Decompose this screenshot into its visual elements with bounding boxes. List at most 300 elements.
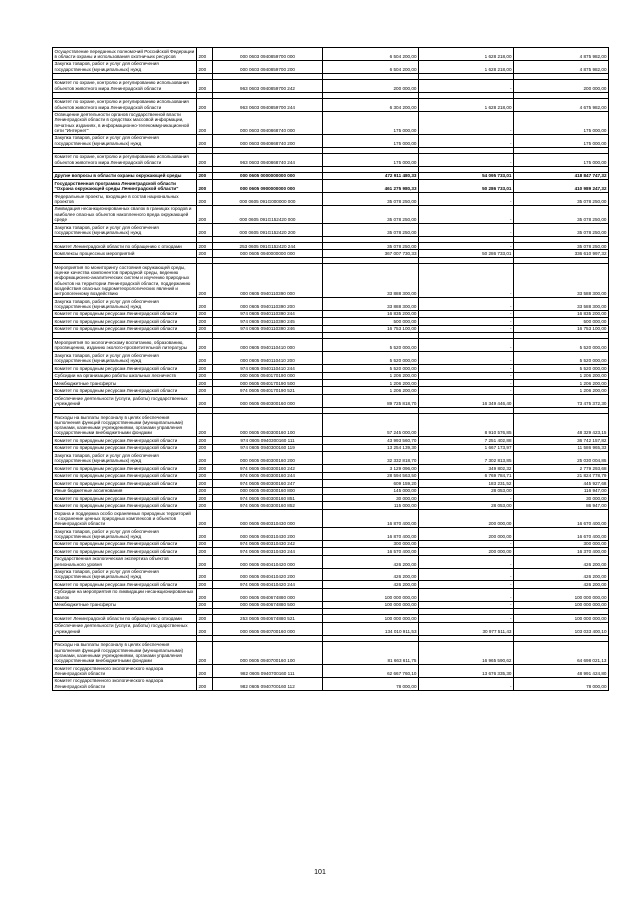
approved-cell: 609 159,20 <box>323 480 419 487</box>
kv-cell: 200 <box>197 413 213 436</box>
approved-cell: 5 520 000,00 <box>323 365 419 372</box>
table-row <box>53 472 609 479</box>
code-cell: 000 0605 0940110410 200 <box>213 352 323 365</box>
kv-cell: 200 <box>197 48 213 61</box>
kv-cell: 200 <box>197 153 213 166</box>
remaining-cell: 30 000,00 <box>514 494 609 501</box>
approved-cell: 145 000,00 <box>323 487 419 494</box>
kv-cell: 200 <box>197 452 213 465</box>
approved-cell: 6 504 200,00 <box>323 48 419 61</box>
code-cell: 963 0603 0940859700 242 <box>213 79 323 92</box>
remaining-cell: 35 078 250,00 <box>514 193 609 206</box>
code-cell: 982 0605 0940700160 111 <box>213 665 323 678</box>
executed-cell: - <box>419 79 514 92</box>
code-cell: 000 0603 0940859700 200 <box>213 60 323 73</box>
name-cell: Мероприятия по экологическому воспитанию, образованию, просвещению, изданию эколого-просветительной литературы <box>53 339 197 352</box>
kv-cell: 200 <box>197 318 213 325</box>
code-cell: 974 0605 0940110410 244 <box>213 365 323 372</box>
kv-cell: 200 <box>197 242 213 249</box>
remaining-cell: 16 370 400,00 <box>514 548 609 555</box>
remaining-cell: 35 078 250,00 <box>514 242 609 249</box>
executed-cell: 13 676 335,30 <box>419 665 514 678</box>
kv-cell: 200 <box>197 60 213 73</box>
code-cell: 974 0605 0940310430 244 <box>213 548 323 555</box>
name-cell: Комитет по природным ресурсам Ленинградской области <box>53 540 197 547</box>
name-cell: Ликвидация несанкционированных свалок в границах городов и наиболее опасных объектов накопленного вреда окружающей среде <box>53 205 197 223</box>
executed-cell: - <box>419 264 514 298</box>
name-cell: Охрана и поддержка особо охраняемых природных территорий и сохранение ценных природных комплексов и объектов Ленинградской области <box>53 509 197 527</box>
table-row <box>53 387 609 394</box>
table-row <box>53 677 609 690</box>
approved-cell: 461 275 980,33 <box>323 180 419 193</box>
approved-cell: 33 888 300,00 <box>323 264 419 298</box>
table-row <box>53 588 609 601</box>
table-row <box>53 480 609 487</box>
kv-cell: 200 <box>197 581 213 588</box>
table-row <box>53 180 609 193</box>
remaining-cell: 336 610 997,32 <box>514 250 609 257</box>
code-cell: 000 0605 0940110410 000 <box>213 339 323 352</box>
kv-cell: 200 <box>197 487 213 494</box>
code-cell: 000 0605 091G000000 000 <box>213 193 323 206</box>
code-cell: 974 0605 0940300160 851 <box>213 494 323 501</box>
code-cell: 000 0605 0940170190 000 <box>213 372 323 379</box>
remaining-cell: 16 753 100,00 <box>514 325 609 332</box>
executed-cell: - <box>419 555 514 568</box>
approved-cell: 1 206 200,00 <box>323 372 419 379</box>
code-cell: 963 0603 0940868740 244 <box>213 153 323 166</box>
approved-cell: 100 000 000,00 <box>323 588 419 601</box>
name-cell: Комитет по природным ресурсам Ленинградской области <box>53 480 197 487</box>
approved-cell: 16 870 400,00 <box>323 509 419 527</box>
executed-cell: - <box>419 339 514 352</box>
table-row <box>53 494 609 501</box>
code-cell: 974 0605 0940300160 852 <box>213 502 323 509</box>
table-row <box>53 444 609 451</box>
kv-cell: 200 <box>197 540 213 547</box>
code-cell: 000 0605 0940110390 200 <box>213 298 323 311</box>
code-cell: 974 0605 0940110390 246 <box>213 325 323 332</box>
table-row <box>53 581 609 588</box>
approved-cell: 35 078 250,00 <box>323 193 419 206</box>
remaining-cell: 35 078 250,00 <box>514 223 609 236</box>
code-cell: 982 0605 0940700160 112 <box>213 677 323 690</box>
name-cell: Иные бюджетные ассигнования <box>53 487 197 494</box>
executed-cell: - <box>419 223 514 236</box>
executed-cell: - <box>419 111 514 134</box>
approved-cell: 1 206 200,00 <box>323 379 419 386</box>
remaining-cell: 48 991 424,80 <box>514 665 609 678</box>
remaining-cell: 25 030 004,85 <box>514 452 609 465</box>
executed-cell: 54 095 733,01 <box>419 172 514 179</box>
code-cell: 000 0605 0940700160 000 <box>213 622 323 635</box>
kv-cell: 200 <box>197 298 213 311</box>
approved-cell: 35 078 250,00 <box>323 205 419 223</box>
approved-cell: 6 304 200,00 <box>323 98 419 111</box>
name-cell: Комитет по природным ресурсам Ленинградской области <box>53 437 197 444</box>
kv-cell: 200 <box>197 588 213 601</box>
code-cell: 963 0603 0940859700 244 <box>213 98 323 111</box>
approved-cell: 35 078 250,00 <box>323 242 419 249</box>
approved-cell: 3 129 096,00 <box>323 465 419 472</box>
kv-cell: 200 <box>197 528 213 541</box>
code-cell: 000 0605 0940170190 500 <box>213 379 323 386</box>
remaining-cell: 2 779 293,68 <box>514 465 609 472</box>
remaining-cell: 16 670 400,00 <box>514 509 609 527</box>
table-row <box>53 111 609 134</box>
executed-cell: - <box>419 352 514 365</box>
kv-cell: 200 <box>197 310 213 317</box>
table-row <box>53 172 609 179</box>
kv-cell: 200 <box>197 472 213 479</box>
table-row <box>53 352 609 365</box>
approved-cell: 5 520 000,00 <box>323 339 419 352</box>
table-row <box>53 568 609 581</box>
remaining-cell: 426 200,00 <box>514 581 609 588</box>
remaining-cell: 64 698 021,13 <box>514 641 609 664</box>
table-row <box>53 372 609 379</box>
name-cell: Закупка товаров, работ и услуг для обеспечения государственных (муниципальных) нужд <box>53 528 197 541</box>
name-cell: Федеральные проекты, входящие в состав национальных проектов <box>53 193 197 206</box>
approved-cell: 300 000,00 <box>323 540 419 547</box>
table-row <box>53 325 609 332</box>
executed-cell: - <box>419 318 514 325</box>
table-row <box>53 394 609 407</box>
name-cell: Государственная экологическая экспертиза объектов регионального уровня <box>53 555 197 568</box>
name-cell: Комплексы процессных мероприятий <box>53 250 197 257</box>
executed-cell: - <box>419 568 514 581</box>
approved-cell: 30 000,00 <box>323 494 419 501</box>
code-cell: 974 0605 0940170190 521 <box>213 387 323 394</box>
name-cell: Комитет по природным ресурсам Ленинградской области <box>53 502 197 509</box>
table-row <box>53 48 609 61</box>
approved-cell: 1 206 200,00 <box>323 387 419 394</box>
approved-cell: 5 520 000,00 <box>323 352 419 365</box>
code-cell: 000 0605 0940700160 100 <box>213 641 323 664</box>
code-cell: 000 0603 0940868740 200 <box>213 134 323 147</box>
code-cell: 253 0605 091G152420 244 <box>213 242 323 249</box>
executed-cell: - <box>419 540 514 547</box>
approved-cell: 16 870 400,00 <box>323 528 419 541</box>
code-cell: 253 0605 0940674880 521 <box>213 615 323 622</box>
remaining-cell: 33 588 300,00 <box>514 298 609 311</box>
approved-cell: 472 911 480,33 <box>323 172 419 179</box>
table-row <box>53 548 609 555</box>
kv-cell: 200 <box>197 465 213 472</box>
kv-cell: 200 <box>197 325 213 332</box>
table-row <box>53 205 609 223</box>
name-cell: Комитет по природным ресурсам Ленинградской области <box>53 581 197 588</box>
table-row <box>53 223 609 236</box>
table-row <box>53 242 609 249</box>
code-cell: 000 0603 0940868740 000 <box>213 111 323 134</box>
name-cell: Государственная программа Ленинградской области "Охрана окружающей среды Ленинградской области" <box>53 180 197 193</box>
remaining-cell: 100 000 000,00 <box>514 588 609 601</box>
name-cell: Закупка товаров, работ и услуг для обеспечения государственных (муниципальных) нужд <box>53 60 197 73</box>
table-row <box>53 437 609 444</box>
code-cell: 000 0605 0940310430 200 <box>213 528 323 541</box>
executed-cell: 6 769 784,71 <box>419 472 514 479</box>
approved-cell: 32 332 818,70 <box>323 452 419 465</box>
table-row <box>53 555 609 568</box>
executed-cell: 7 302 813,85 <box>419 452 514 465</box>
approved-cell: 175 000,00 <box>323 111 419 134</box>
executed-cell: 1 628 218,00 <box>419 98 514 111</box>
name-cell: Субсидии на мероприятия по ликвидации несанкционированных свалок <box>53 588 197 601</box>
executed-cell: - <box>419 310 514 317</box>
table-row <box>53 509 609 527</box>
code-cell: 000 0605 0940110390 000 <box>213 264 323 298</box>
approved-cell: 81 663 611,75 <box>323 641 419 664</box>
executed-cell: - <box>419 325 514 332</box>
name-cell: Комитет по природным ресурсам Ленинградской области <box>53 365 197 372</box>
executed-cell: - <box>419 379 514 386</box>
executed-cell: 30 977 511,43 <box>419 622 514 635</box>
kv-cell: 200 <box>197 394 213 407</box>
table-row <box>53 601 609 608</box>
remaining-cell: 5 520 000,00 <box>514 339 609 352</box>
remaining-cell: 175 000,00 <box>514 153 609 166</box>
table-row <box>53 665 609 678</box>
table-row <box>53 310 609 317</box>
remaining-cell: 33 588 300,00 <box>514 264 609 298</box>
approved-cell: 175 000,00 <box>323 153 419 166</box>
executed-cell: 1 667 173,97 <box>419 444 514 451</box>
remaining-cell: 5 520 000,00 <box>514 352 609 365</box>
executed-cell: - <box>419 588 514 601</box>
remaining-cell: 1 206 200,00 <box>514 379 609 386</box>
approved-cell: 57 245 000,00 <box>323 413 419 436</box>
remaining-cell: 100 000 000,00 <box>514 601 609 608</box>
name-cell: Другие вопросы в области охраны окружающей среды <box>53 172 197 179</box>
name-cell: Комитет по охране, контролю и регулированию использования объектов животного мира Ленинградской области <box>53 79 197 92</box>
table-row <box>53 250 609 257</box>
approved-cell: 13 254 139,30 <box>323 444 419 451</box>
table-row <box>53 452 609 465</box>
code-cell: 974 0605 0940300160 111 <box>213 437 323 444</box>
remaining-cell: 175 000,00 <box>514 134 609 147</box>
approved-cell: 367 007 730,33 <box>323 250 419 257</box>
table-row <box>53 264 609 298</box>
kv-cell: 200 <box>197 502 213 509</box>
executed-cell: - <box>419 581 514 588</box>
executed-cell: 28 053,00 <box>419 487 514 494</box>
name-cell: Обеспечение деятельности (услуги, работы) государственных учреждений <box>53 622 197 635</box>
code-cell: 000 0605 0900000000 000 <box>213 180 323 193</box>
approved-cell: 78 000,00 <box>323 677 419 690</box>
executed-cell: - <box>419 494 514 501</box>
table-row <box>53 193 609 206</box>
executed-cell: 183 231,52 <box>419 480 514 487</box>
kv-cell: 200 <box>197 379 213 386</box>
remaining-cell: 11 586 965,33 <box>514 444 609 451</box>
executed-cell: - <box>419 601 514 608</box>
remaining-cell: 116 947,00 <box>514 487 609 494</box>
name-cell: Комитет по природным ресурсам Ленинградской области <box>53 325 197 332</box>
kv-cell: 200 <box>197 264 213 298</box>
kv-cell: 200 <box>197 444 213 451</box>
code-cell: 974 0605 0940310430 242 <box>213 540 323 547</box>
kv-cell: 200 <box>197 205 213 223</box>
kv-cell: 200 <box>197 437 213 444</box>
code-cell: 000 0605 091G152420 000 <box>213 205 323 223</box>
executed-cell: 16 965 590,62 <box>419 641 514 664</box>
executed-cell: - <box>419 205 514 223</box>
code-cell: 974 0605 0940110390 244 <box>213 310 323 317</box>
code-cell: 000 0605 0940674880 500 <box>213 601 323 608</box>
kv-cell: 200 <box>197 98 213 111</box>
kv-cell: 200 <box>197 339 213 352</box>
kv-cell: 200 <box>197 193 213 206</box>
remaining-cell: 300 000,00 <box>514 540 609 547</box>
remaining-cell: 175 000,00 <box>514 111 609 134</box>
code-cell: 974 0605 0940410420 244 <box>213 581 323 588</box>
remaining-cell: 4 675 982,00 <box>514 98 609 111</box>
executed-cell: 349 802,32 <box>419 465 514 472</box>
name-cell: Комитет по природным ресурсам Ленинградской области <box>53 494 197 501</box>
table-row <box>53 60 609 73</box>
executed-cell: 200 000,00 <box>419 509 514 527</box>
code-cell: 000 0605 0940300160 200 <box>213 452 323 465</box>
name-cell: Закупка товаров, работ и услуг для обеспечения государственных (муниципальных) нужд <box>53 134 197 147</box>
kv-cell: 200 <box>197 641 213 664</box>
table-body <box>53 48 609 691</box>
executed-cell: 1 628 218,00 <box>419 60 514 73</box>
executed-cell: - <box>419 134 514 147</box>
remaining-cell: 86 947,00 <box>514 502 609 509</box>
executed-cell: 50 286 733,01 <box>419 180 514 193</box>
kv-cell: 200 <box>197 250 213 257</box>
code-cell: 000 0605 0940000000 000 <box>213 250 323 257</box>
table-row <box>53 413 609 436</box>
kv-cell: 200 <box>197 172 213 179</box>
code-cell: 000 0603 0940859700 000 <box>213 48 323 61</box>
name-cell: Комитет по природным ресурсам Ленинградской области <box>53 444 197 451</box>
approved-cell: 175 000,00 <box>323 134 419 147</box>
kv-cell: 200 <box>197 372 213 379</box>
name-cell: Межбюджетные трансферты <box>53 379 197 386</box>
name-cell: Комитет государственного экологического надзора Ленинградской области <box>53 665 197 678</box>
approved-cell: 16 835 200,00 <box>323 310 419 317</box>
remaining-cell: 36 742 157,82 <box>514 437 609 444</box>
remaining-cell: 4 875 982,00 <box>514 48 609 61</box>
table-row <box>53 79 609 92</box>
executed-cell: - <box>419 387 514 394</box>
kv-cell: 200 <box>197 555 213 568</box>
name-cell: Закупка товаров, работ и услуг для обеспечения государственных (муниципальных) нужд <box>53 223 197 236</box>
approved-cell: 16 570 400,00 <box>323 548 419 555</box>
name-cell: Осуществление переданных полномочий Российской Федерации в области охраны и использования охотничьих ресурсов <box>53 48 197 61</box>
remaining-cell: 4 875 982,00 <box>514 60 609 73</box>
executed-cell: 8 910 576,85 <box>419 413 514 436</box>
code-cell: 974 0605 0940300160 244 <box>213 472 323 479</box>
name-cell: Комитет Ленинградской области по обращению с отходами <box>53 242 197 249</box>
approved-cell: 35 078 250,00 <box>323 223 419 236</box>
executed-cell: - <box>419 153 514 166</box>
name-cell: Комитет по охране, контролю и регулированию использования объектов животного мира Ленинградской области <box>53 98 197 111</box>
approved-cell: 6 504 200,00 <box>323 60 419 73</box>
table-row <box>53 298 609 311</box>
remaining-cell: 35 078 250,00 <box>514 205 609 223</box>
kv-cell: 200 <box>197 111 213 134</box>
code-cell: 000 0605 0940310430 000 <box>213 509 323 527</box>
remaining-cell: 426 200,00 <box>514 555 609 568</box>
code-cell: 974 0605 0940300160 119 <box>213 444 323 451</box>
name-cell: Субсидии на организацию работы школьных лесничеств <box>53 372 197 379</box>
executed-cell: - <box>419 372 514 379</box>
kv-cell: 200 <box>197 548 213 555</box>
code-cell: 000 0605 0940674880 000 <box>213 588 323 601</box>
table-row <box>53 318 609 325</box>
name-cell: Комитет по природным ресурсам Ленинградской области <box>53 318 197 325</box>
approved-cell: 62 667 760,10 <box>323 665 419 678</box>
remaining-cell: 100 000 000,00 <box>514 615 609 622</box>
code-cell: 000 0605 091G152420 200 <box>213 223 323 236</box>
name-cell: Комитет по природным ресурсам Ленинградской области <box>53 472 197 479</box>
executed-cell: - <box>419 365 514 372</box>
table-row <box>53 339 609 352</box>
kv-cell: 200 <box>197 601 213 608</box>
executed-cell: - <box>419 193 514 206</box>
name-cell: Закупка товаров, работ и услуг для обеспечения государственных (муниципальных) нужд <box>53 298 197 311</box>
remaining-cell: 48 329 423,15 <box>514 413 609 436</box>
kv-cell: 200 <box>197 568 213 581</box>
approved-cell: 100 000 000,00 <box>323 601 419 608</box>
remaining-cell: 410 989 247,32 <box>514 180 609 193</box>
kv-cell: 200 <box>197 615 213 622</box>
remaining-cell: 16 835 200,00 <box>514 310 609 317</box>
page-number: 101 <box>314 869 326 876</box>
code-cell: 000 0605 0940410420 000 <box>213 555 323 568</box>
kv-cell: 200 <box>197 480 213 487</box>
remaining-cell: 1 206 200,00 <box>514 387 609 394</box>
kv-cell: 200 <box>197 622 213 635</box>
name-cell: Комитет государственного экологического надзора Ленинградской области <box>53 677 197 690</box>
table-row <box>53 502 609 509</box>
code-cell: 000 0605 0940300160 800 <box>213 487 323 494</box>
remaining-cell: 445 927,68 <box>514 480 609 487</box>
name-cell: Комитет по природным ресурсам Ленинградской области <box>53 548 197 555</box>
table-row <box>53 134 609 147</box>
code-cell: 974 0605 0940300160 247 <box>213 480 323 487</box>
kv-cell: 200 <box>197 665 213 678</box>
remaining-cell: 73 475 372,30 <box>514 394 609 407</box>
approved-cell: 43 993 560,70 <box>323 437 419 444</box>
executed-cell: 200 000,00 <box>419 528 514 541</box>
executed-cell: - <box>419 615 514 622</box>
approved-cell: 33 888 300,00 <box>323 298 419 311</box>
code-cell: 000 0605 0000000000 000 <box>213 172 323 179</box>
remaining-cell: 78 000,00 <box>514 677 609 690</box>
table-row <box>53 622 609 635</box>
executed-cell: 7 251 402,88 <box>419 437 514 444</box>
table-row <box>53 153 609 166</box>
name-cell: Закупка товаров, работ и услуг для обеспечения государственных (муниципальных) нужд <box>53 568 197 581</box>
kv-cell: 200 <box>197 79 213 92</box>
kv-cell: 200 <box>197 223 213 236</box>
remaining-cell: 16 670 400,00 <box>514 528 609 541</box>
name-cell: Закупка товаров, работ и услуг для обеспечения государственных (муниципальных) нужд <box>53 452 197 465</box>
name-cell: Обеспечение деятельности (услуги, работы) государственных учреждений <box>53 394 197 407</box>
approved-cell: 426 200,00 <box>323 555 419 568</box>
table-row <box>53 465 609 472</box>
name-cell: Расходы на выплаты персоналу в целях обеспечения выполнения функций государственными (муниципальными) органами, казенными учреждениями, органами управления государственными внебюджетными фондами <box>53 641 197 664</box>
name-cell: Мероприятия по мониторингу состояния окружающей среды, оценке качества компонентов природной среды, ведению информационно-аналитических систем и изучению природных объектов на территории Ленинградской области, поддержанию воздействия опасных гидрометеорологических явлений и антропогенному воздействию <box>53 264 197 298</box>
table-row <box>53 641 609 664</box>
kv-cell: 200 <box>197 387 213 394</box>
kv-cell: 200 <box>197 509 213 527</box>
kv-cell: 200 <box>197 352 213 365</box>
